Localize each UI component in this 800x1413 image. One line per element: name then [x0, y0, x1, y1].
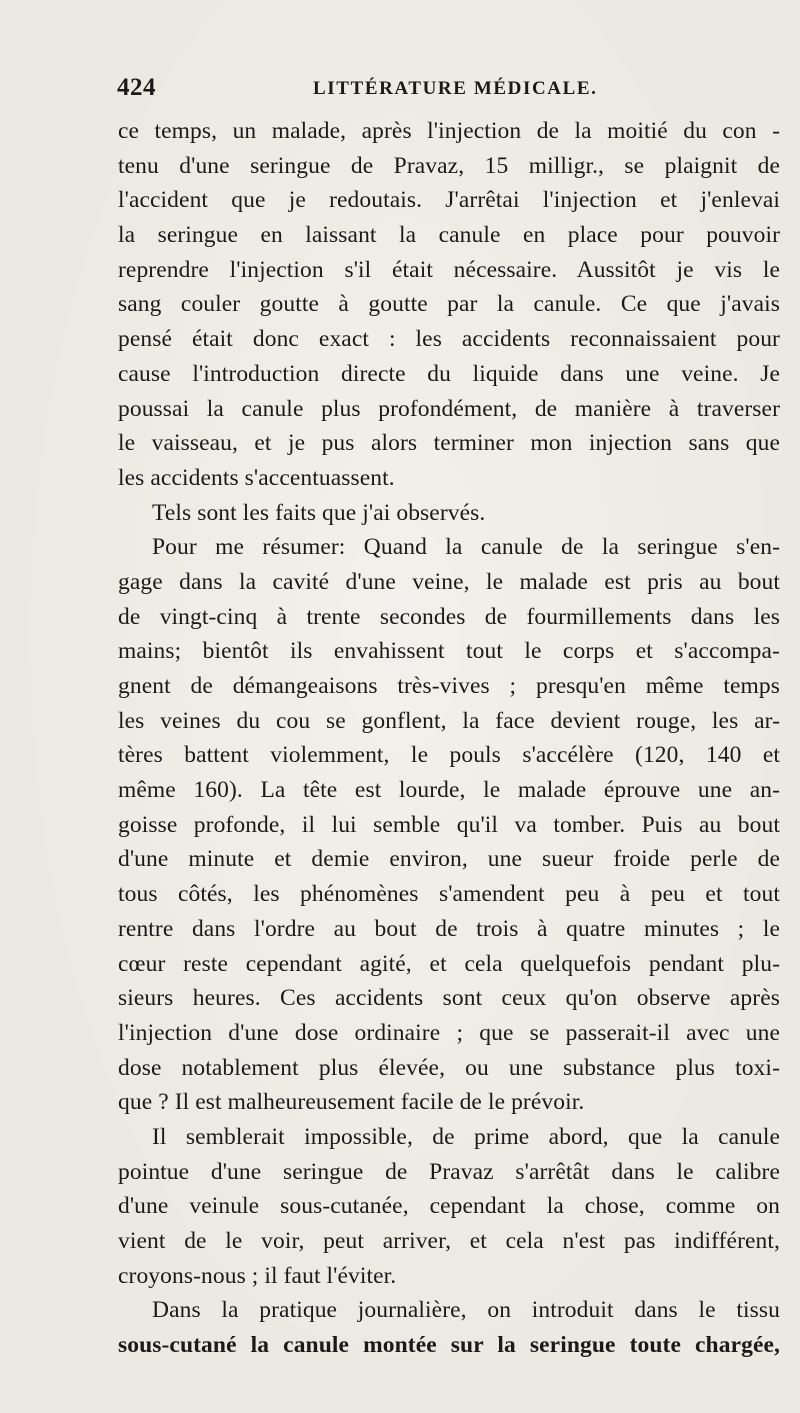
paragraph-start: Tels sont les faits que j'ai observés. [152, 499, 486, 526]
page-header [117, 74, 717, 106]
text-line: gnent de démangeaisons très-vives ; presqu'en même temps [118, 673, 780, 699]
text-line: que ? Il est malheureusement facile de le prévoir. [118, 1089, 585, 1116]
text-line: tenu d'une seringue de Pravaz, 15 milligr., se plaignit de [118, 152, 780, 179]
paragraph-start: Pour me résumer: Quand la canule de la seringue s'en- [152, 534, 780, 561]
text-line: dose notablement plus élevée, ou une substance plus toxi- [118, 1054, 780, 1081]
page-number: 424 [117, 74, 156, 101]
text-line: sang couler goutte à goutte par la canule. Ce que j'avais [118, 291, 780, 318]
text-line: tous côtés, les phénomènes s'amendent peu à peu et tout [118, 881, 780, 908]
text-line: mains; bientôt ils envahissent tout le corps et s'accompa- [118, 638, 780, 665]
text-line: pensé était donc exact : les accidents reconnaissaient pour [118, 326, 780, 353]
text-line: les accidents s'accentuassent. [118, 464, 395, 491]
text-line: d'une veinule sous-cutanée, cependant la chose, comme on [118, 1193, 780, 1220]
text-line: l'injection d'une dose ordinaire ; que se passerait-il avec une [118, 1019, 780, 1046]
text-line: l'accident que je redoutais. J'arrêtai l'injection et j'enlevai [118, 187, 780, 214]
body-text [118, 114, 780, 1363]
text-line: vient de le voir, peut arriver, et cela n'est pas indifférent, [118, 1228, 780, 1254]
running-title: LITTÉRATURE MÉDICALE. [313, 78, 598, 99]
text-line: reprendre l'injection s'il était nécessaire. Aussitôt je vis le [118, 256, 780, 283]
text-line: les veines du cou se gonflent, la face devient rouge, les ar- [118, 707, 780, 734]
text-line: croyons-nous ; il faut l'éviter. [118, 1262, 397, 1289]
text-line: cœur reste cependant agité, et cela quelquefois pendant plu- [118, 950, 780, 977]
text-line: poussai la canule plus profondément, de manière à traverser [118, 395, 780, 422]
text-line: tères battent violemment, le pouls s'accélère (120, 140 et [118, 742, 780, 769]
text-line: sous-cutané la canule montée sur la seringue toute chargée, [118, 1332, 780, 1359]
text-line: d'une minute et demie environ, une sueur froide perle de [118, 846, 780, 873]
text-line: sieurs heures. Ces accidents sont ceux qu'on observe après [118, 985, 780, 1012]
text-line: ce temps, un malade, après l'injection de la moitié du con - [118, 118, 780, 144]
text-line: la seringue en laissant la canule en place pour pouvoir [118, 222, 780, 249]
text-line: même 160). La tête est lourde, le malade éprouve une an- [118, 777, 780, 804]
text-line: rentre dans l'ordre au bout de trois à quatre minutes ; le [118, 915, 780, 942]
text-line: de vingt-cinq à trente secondes de fourmillements dans les [118, 603, 780, 630]
text-line: goisse profonde, il lui semble qu'il va tomber. Puis au bout [118, 811, 780, 838]
paragraph-start: Il semblerait impossible, de prime abord, que la canule [152, 1123, 780, 1150]
text-line: cause l'introduction directe du liquide dans une veine. Je [118, 360, 780, 387]
text-line: gage dans la cavité d'une veine, le malade est pris au bout [118, 568, 780, 595]
text-line: pointue d'une seringue de Pravaz s'arrêtât dans le calibre [118, 1158, 780, 1185]
text-line: le vaisseau, et je pus alors terminer mon injection sans que [118, 430, 780, 457]
paragraph-start: Dans la pratique journalière, on introduit dans le tissu [152, 1297, 780, 1324]
